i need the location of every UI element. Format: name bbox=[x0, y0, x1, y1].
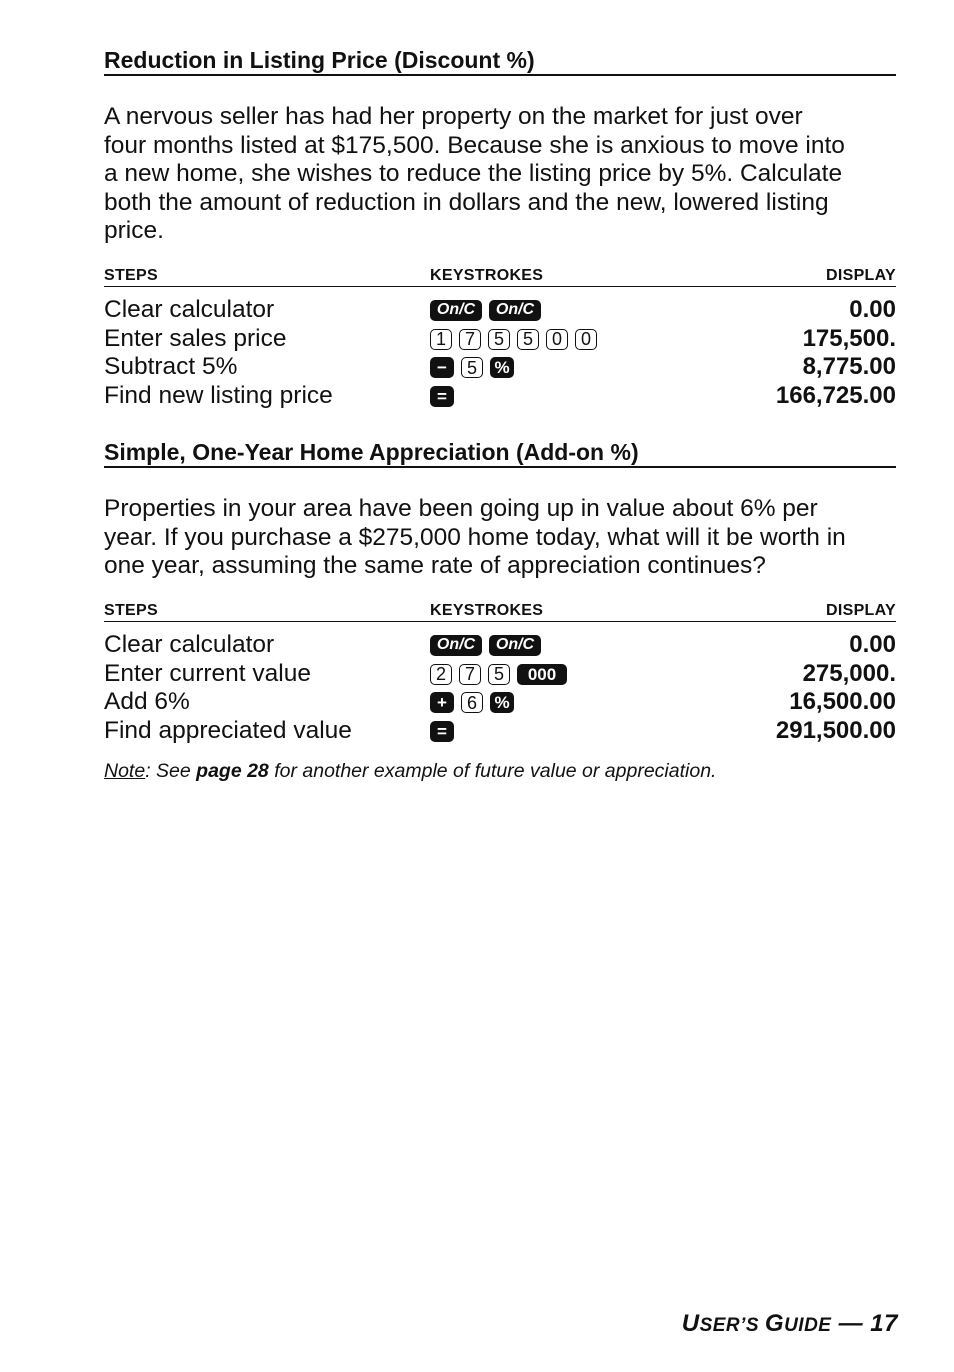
paragraph-line: one year, assuming the same rate of appreciation continues? bbox=[104, 552, 766, 580]
note-label: Note bbox=[104, 760, 146, 782]
steps-table-appreciation bbox=[104, 601, 896, 746]
step-label: Enter current value bbox=[104, 659, 311, 687]
display-value: 0.00 bbox=[849, 296, 896, 323]
display-value: 275,000. bbox=[802, 659, 896, 687]
keystroke-sequence bbox=[430, 635, 696, 656]
display-value: 175,500. bbox=[802, 324, 896, 352]
calculator-key: On/C bbox=[430, 300, 482, 321]
calculator-key: 0 bbox=[575, 329, 597, 350]
paragraph-line: price. bbox=[104, 217, 164, 245]
calculator-key: % bbox=[490, 357, 514, 378]
header-display: DISPLAY bbox=[826, 602, 896, 619]
header-steps: STEPS bbox=[104, 267, 158, 284]
step-label: Clear calculator bbox=[104, 631, 275, 658]
table-row bbox=[104, 688, 896, 717]
header-steps: STEPS bbox=[104, 602, 158, 619]
section-title-appreciation: Simple, One-Year Home Appreciation (Add-on %) bbox=[104, 438, 896, 468]
note-page-ref: page 28 bbox=[196, 760, 269, 782]
calculator-key: 7 bbox=[459, 329, 481, 350]
keystroke-sequence bbox=[430, 300, 696, 321]
display-value: 291,500.00 bbox=[775, 717, 896, 745]
calculator-key: 2 bbox=[430, 664, 452, 685]
display-value: 16,500.00 bbox=[789, 688, 896, 716]
table-row bbox=[104, 382, 896, 411]
step-label: Subtract 5% bbox=[104, 353, 238, 381]
note bbox=[104, 759, 896, 783]
step-label: Clear calculator bbox=[104, 296, 275, 323]
calculator-key: 1 bbox=[430, 329, 452, 350]
paragraph-line: four months listed at $175,500. Because she is anxious to move into bbox=[104, 131, 845, 159]
calculator-key: 5 bbox=[488, 664, 510, 685]
table-row bbox=[104, 296, 896, 325]
step-label: Add 6% bbox=[104, 688, 190, 716]
display-value: 166,725.00 bbox=[775, 382, 896, 410]
paragraph-line: a new home, she wishes to reduce the listing price by 5%. Calculate bbox=[104, 160, 843, 188]
keystroke-sequence bbox=[430, 357, 696, 378]
calculator-key: On/C bbox=[430, 635, 482, 656]
step-label: Find new listing price bbox=[104, 382, 333, 410]
footer-letter: U bbox=[681, 1310, 700, 1337]
note-text-after: for another example of future value or appreciation. bbox=[268, 760, 717, 782]
footer-smallcaps: ’S bbox=[740, 1315, 765, 1336]
note-text-before: : See bbox=[145, 760, 197, 782]
table-row bbox=[104, 660, 896, 689]
header-display: DISPLAY bbox=[826, 267, 896, 284]
footer-smallcaps: SER bbox=[699, 1315, 741, 1336]
calculator-key: 000 bbox=[517, 664, 567, 685]
footer-page-number: — 17 bbox=[831, 1310, 898, 1337]
calculator-key: On/C bbox=[489, 300, 541, 321]
calculator-key: % bbox=[490, 692, 514, 713]
display-value: 0.00 bbox=[849, 631, 896, 658]
calculator-key: On/C bbox=[489, 635, 541, 656]
paragraph-line: both the amount of reduction in dollars and the new, lowered listing bbox=[104, 188, 829, 216]
calculator-key: 7 bbox=[459, 664, 481, 685]
table-row bbox=[104, 631, 896, 660]
calculator-key: = bbox=[430, 721, 454, 742]
keystroke-sequence bbox=[430, 329, 696, 350]
calculator-key: 5 bbox=[461, 357, 483, 378]
paragraph-line: A nervous seller has had her property on the market for just over bbox=[104, 103, 803, 130]
section-paragraph-appreciation bbox=[104, 495, 896, 581]
table-row bbox=[104, 353, 896, 382]
calculator-key: 6 bbox=[461, 692, 483, 713]
calculator-key: − bbox=[430, 357, 454, 378]
paragraph-line: year. If you purchase a $275,000 home today, what will it be worth in bbox=[104, 523, 846, 551]
step-label: Find appreciated value bbox=[104, 717, 352, 745]
page-footer bbox=[682, 1310, 898, 1338]
calculator-key: 5 bbox=[517, 329, 539, 350]
keystroke-sequence bbox=[430, 386, 696, 407]
paragraph-line: Properties in your area have been going up in value about 6% per bbox=[104, 495, 818, 522]
header-keystrokes: KEYSTROKES bbox=[430, 602, 544, 619]
calculator-key: + bbox=[430, 692, 454, 713]
footer-smallcaps: UIDE bbox=[784, 1315, 832, 1336]
display-value: 8,775.00 bbox=[802, 353, 896, 381]
footer-letter: G bbox=[764, 1310, 785, 1337]
calculator-key: 0 bbox=[546, 329, 568, 350]
calculator-key: 5 bbox=[488, 329, 510, 350]
keystroke-sequence bbox=[430, 721, 696, 742]
calculator-key: = bbox=[430, 386, 454, 407]
section-paragraph-discount bbox=[104, 103, 896, 246]
table-row bbox=[104, 717, 896, 746]
keystroke-sequence bbox=[430, 664, 696, 685]
table-body bbox=[104, 631, 896, 746]
header-keystrokes: KEYSTROKES bbox=[430, 267, 544, 284]
table-row bbox=[104, 325, 896, 354]
table-header bbox=[104, 266, 896, 287]
step-label: Enter sales price bbox=[104, 324, 287, 352]
section-title-discount: Reduction in Listing Price (Discount %) bbox=[104, 46, 896, 76]
table-body bbox=[104, 296, 896, 411]
keystroke-sequence bbox=[430, 692, 696, 713]
steps-table-discount bbox=[104, 266, 896, 411]
table-header bbox=[104, 601, 896, 622]
